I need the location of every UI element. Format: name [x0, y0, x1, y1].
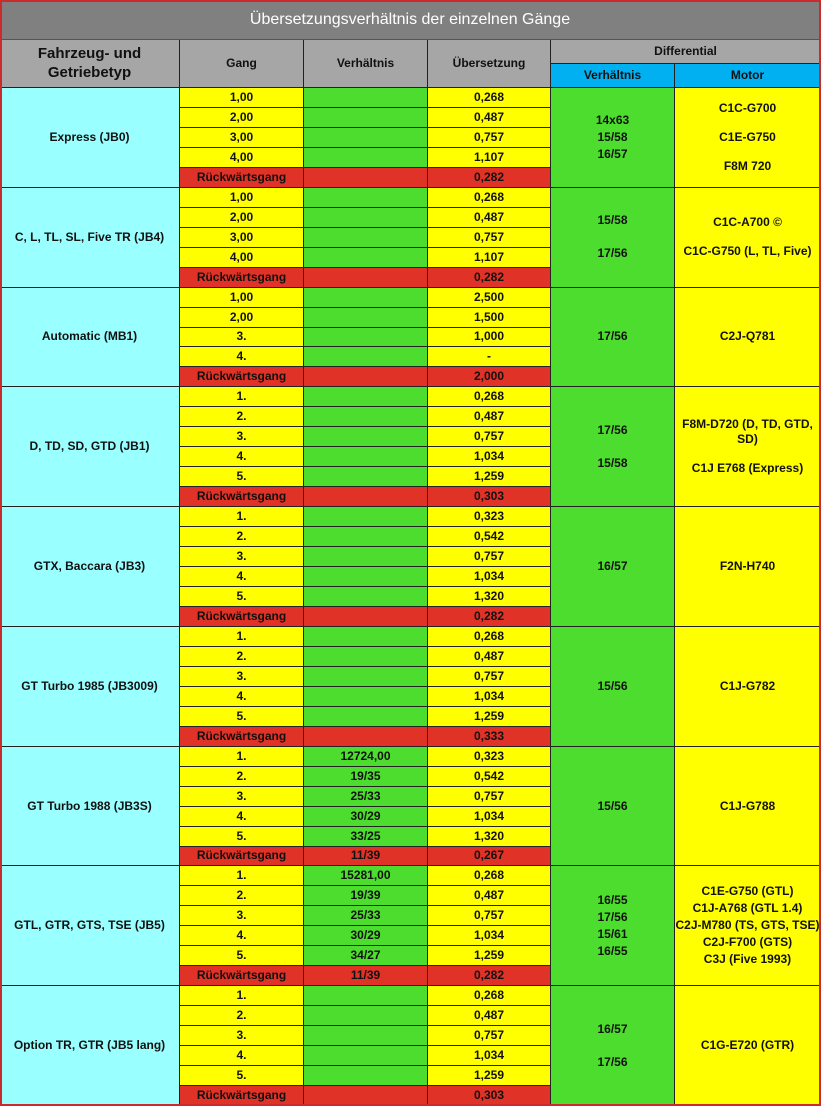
gear-cell: 1.	[180, 866, 304, 886]
gear-cell: 2.	[180, 767, 304, 787]
differential-ratio-value: 15/56	[597, 798, 628, 813]
ratio-cell	[304, 1046, 428, 1066]
translation-cell: 1,034	[428, 687, 551, 707]
gear-cell: Rückwärtsgang	[180, 607, 304, 627]
ratio-cell	[304, 328, 428, 348]
ratio-cell	[304, 128, 428, 148]
gear-cell: 3.	[180, 328, 304, 348]
ratio-cell	[304, 527, 428, 547]
ratio-cell	[304, 387, 428, 407]
motor-value: C1J E768 (Express)	[691, 461, 804, 476]
differential-ratio-value: 17/56	[597, 246, 628, 261]
ratio-cell	[304, 407, 428, 427]
gear-cell: 3.	[180, 906, 304, 926]
motor-cell	[675, 387, 821, 507]
differential-ratio-value: 16/57	[597, 1021, 628, 1036]
translation-cell: 0,757	[428, 128, 551, 148]
gear-cell: 2,00	[180, 108, 304, 128]
gear-cell: 4.	[180, 347, 304, 367]
gear-cell: 1,00	[180, 288, 304, 308]
ratio-cell: 30/29	[304, 926, 428, 946]
translation-cell: 2,500	[428, 288, 551, 308]
differential-ratio-value: 16/57	[597, 559, 628, 574]
translation-cell: 1,259	[428, 707, 551, 727]
motor-value: C1C-G700	[718, 100, 777, 115]
ratio-cell	[304, 88, 428, 108]
vehicle-cell: GTL, GTR, GTS, TSE (JB5)	[0, 866, 180, 986]
header-diff-verhaeltnis: Verhältnis	[551, 64, 675, 88]
vehicle-cell: GTX, Baccara (JB3)	[0, 507, 180, 627]
motor-value: C1J-A768 (GTL 1.4)	[692, 901, 803, 916]
translation-cell: 1,107	[428, 248, 551, 268]
ratio-cell	[304, 1006, 428, 1026]
translation-cell: 1,259	[428, 467, 551, 487]
translation-cell: 1,034	[428, 1046, 551, 1066]
ratio-cell	[304, 547, 428, 567]
ratio-cell	[304, 447, 428, 467]
gear-cell: Rückwärtsgang	[180, 966, 304, 986]
motor-cell	[675, 188, 821, 288]
gear-cell: 2,00	[180, 208, 304, 228]
ratio-cell	[304, 228, 428, 248]
translation-cell: 0,542	[428, 527, 551, 547]
translation-cell: 0,282	[428, 966, 551, 986]
ratio-cell	[304, 1026, 428, 1046]
differential-ratio-value: 15/58	[597, 455, 628, 470]
differential-ratio-cell	[551, 986, 675, 1106]
translation-cell: 1,320	[428, 587, 551, 607]
gear-cell: 2.	[180, 647, 304, 667]
translation-cell: 0,487	[428, 407, 551, 427]
translation-cell: 0,487	[428, 1006, 551, 1026]
gear-cell: 2.	[180, 1006, 304, 1026]
differential-ratio-value: 17/56	[597, 1054, 628, 1069]
translation-cell: 1,320	[428, 827, 551, 847]
motor-value: C1C-G750 (L, TL, Five)	[683, 244, 812, 259]
translation-cell: 0,268	[428, 88, 551, 108]
differential-ratio-cell	[551, 387, 675, 507]
motor-value: C1J-G788	[719, 798, 776, 813]
vehicle-cell: D, TD, SD, GTD (JB1)	[0, 387, 180, 507]
ratio-cell	[304, 567, 428, 587]
translation-cell: 0,487	[428, 208, 551, 228]
ratio-cell	[304, 587, 428, 607]
gear-cell: Rückwärtsgang	[180, 1086, 304, 1106]
gear-cell: 2.	[180, 886, 304, 906]
vehicle-cell: Option TR, GTR (JB5 lang)	[0, 986, 180, 1106]
ratio-cell	[304, 507, 428, 527]
translation-cell: 2,000	[428, 367, 551, 387]
ratio-cell	[304, 367, 428, 387]
motor-cell	[675, 507, 821, 627]
translation-cell: 0,757	[428, 787, 551, 807]
vehicle-cell: C, L, TL, SL, Five TR (JB4)	[0, 188, 180, 288]
header-verhaeltnis: Verhältnis	[304, 40, 428, 88]
ratio-cell	[304, 308, 428, 328]
vehicle-cell: Express (JB0)	[0, 88, 180, 188]
differential-ratio-value: 15/61	[597, 926, 628, 941]
motor-value: F8M 720	[723, 158, 772, 173]
gear-cell: Rückwärtsgang	[180, 487, 304, 507]
gear-cell: 4.	[180, 1046, 304, 1066]
translation-cell: 1,500	[428, 308, 551, 328]
gear-cell: 5.	[180, 1066, 304, 1086]
ratio-cell	[304, 1086, 428, 1106]
differential-ratio-value: 16/57	[597, 146, 628, 161]
translation-cell: 0,757	[428, 228, 551, 248]
differential-ratio-cell	[551, 866, 675, 986]
translation-cell: -	[428, 347, 551, 367]
ratio-cell	[304, 647, 428, 667]
header-gang: Gang	[180, 40, 304, 88]
ratio-cell: 19/35	[304, 767, 428, 787]
translation-cell: 1,034	[428, 807, 551, 827]
translation-cell: 0,303	[428, 487, 551, 507]
translation-cell: 0,487	[428, 108, 551, 128]
translation-cell: 1,107	[428, 148, 551, 168]
gear-cell: 1.	[180, 627, 304, 647]
ratio-cell: 33/25	[304, 827, 428, 847]
gear-cell: 1.	[180, 507, 304, 527]
translation-cell: 0,268	[428, 387, 551, 407]
motor-value: C1G-E720 (GTR)	[700, 1038, 795, 1053]
gear-cell: 4,00	[180, 248, 304, 268]
translation-cell: 0,268	[428, 627, 551, 647]
gear-cell: 3,00	[180, 228, 304, 248]
header-vehicle: Fahrzeug- und Getriebetyp	[0, 40, 180, 88]
differential-ratio-value: 15/58	[597, 129, 628, 144]
ratio-cell: 34/27	[304, 946, 428, 966]
motor-value: C1J-G782	[719, 678, 776, 693]
gear-cell: 3,00	[180, 128, 304, 148]
differential-ratio-value: 16/55	[597, 892, 628, 907]
ratio-cell	[304, 467, 428, 487]
motor-value: C2J-M780 (TS, GTS, TSE)	[675, 918, 820, 933]
motor-value: C1E-G750	[719, 129, 776, 144]
gear-cell: 3.	[180, 667, 304, 687]
ratio-cell	[304, 208, 428, 228]
translation-cell: 0,323	[428, 507, 551, 527]
motor-value: F8M-D720 (D, TD, GTD, SD)	[682, 417, 813, 447]
ratio-cell: 11/39	[304, 847, 428, 867]
gear-cell: 4.	[180, 807, 304, 827]
differential-ratio-cell	[551, 288, 675, 388]
gear-cell: 4.	[180, 567, 304, 587]
translation-cell: 1,000	[428, 328, 551, 348]
differential-ratio-cell	[551, 88, 675, 188]
ratio-cell	[304, 487, 428, 507]
translation-cell: 0,268	[428, 986, 551, 1006]
differential-ratio-value: 15/58	[597, 213, 628, 228]
vehicle-cell: GT Turbo 1985 (JB3009)	[0, 627, 180, 747]
motor-cell	[675, 866, 821, 986]
translation-cell: 0,757	[428, 1026, 551, 1046]
motor-cell	[675, 986, 821, 1106]
gear-cell: 3.	[180, 787, 304, 807]
gear-cell: 5.	[180, 587, 304, 607]
gear-cell: 2.	[180, 407, 304, 427]
motor-value: C2J-F700 (GTS)	[702, 935, 793, 950]
ratio-cell	[304, 727, 428, 747]
translation-cell: 0,757	[428, 427, 551, 447]
motor-cell	[675, 288, 821, 388]
translation-cell: 0,323	[428, 747, 551, 767]
gear-cell: Rückwärtsgang	[180, 727, 304, 747]
gear-cell: 2.	[180, 527, 304, 547]
gear-cell: 1.	[180, 986, 304, 1006]
gear-cell: 3.	[180, 547, 304, 567]
ratio-cell	[304, 667, 428, 687]
ratio-cell: 11/39	[304, 966, 428, 986]
translation-cell: 0,757	[428, 547, 551, 567]
differential-ratio-value: 17/56	[597, 422, 628, 437]
ratio-cell	[304, 627, 428, 647]
translation-cell: 0,487	[428, 886, 551, 906]
ratio-cell	[304, 687, 428, 707]
translation-cell: 0,268	[428, 188, 551, 208]
gear-cell: 1,00	[180, 88, 304, 108]
ratio-cell	[304, 1066, 428, 1086]
motor-value: C2J-Q781	[719, 329, 776, 344]
gear-cell: Rückwärtsgang	[180, 847, 304, 867]
ratio-cell: 30/29	[304, 807, 428, 827]
translation-cell: 0,542	[428, 767, 551, 787]
ratio-cell	[304, 148, 428, 168]
gear-cell: 5.	[180, 827, 304, 847]
translation-cell: 0,282	[428, 607, 551, 627]
gear-cell: Rückwärtsgang	[180, 168, 304, 188]
differential-ratio-value: 15/56	[597, 678, 628, 693]
translation-cell: 0,487	[428, 647, 551, 667]
differential-ratio-value: 14x63	[595, 112, 630, 127]
translation-cell: 0,757	[428, 906, 551, 926]
motor-cell	[675, 627, 821, 747]
ratio-cell	[304, 288, 428, 308]
gear-cell: 5.	[180, 467, 304, 487]
differential-ratio-cell	[551, 747, 675, 867]
ratio-cell	[304, 168, 428, 188]
gear-cell: 4.	[180, 447, 304, 467]
gear-cell: 5.	[180, 946, 304, 966]
translation-cell: 0,282	[428, 168, 551, 188]
ratio-cell	[304, 268, 428, 288]
motor-value: C1C-A700 ©	[713, 215, 782, 230]
motor-value: F2N-H740	[719, 559, 776, 574]
gear-cell: 3.	[180, 1026, 304, 1046]
gear-cell: 4.	[180, 687, 304, 707]
gear-cell: Rückwärtsgang	[180, 268, 304, 288]
ratio-cell: 25/33	[304, 787, 428, 807]
ratio-cell: 19/39	[304, 886, 428, 906]
header-uebersetzung: Übersetzung	[428, 40, 551, 88]
header-differential: Differential	[551, 40, 821, 64]
gear-cell: 1.	[180, 387, 304, 407]
translation-cell: 1,034	[428, 447, 551, 467]
gear-cell: 2,00	[180, 308, 304, 328]
header-motor: Motor	[675, 64, 821, 88]
motor-value: C1E-G750 (GTL)	[701, 884, 794, 899]
motor-cell	[675, 747, 821, 867]
differential-ratio-value: 17/56	[597, 909, 628, 924]
motor-cell	[675, 88, 821, 188]
translation-cell: 0,333	[428, 727, 551, 747]
translation-cell: 1,034	[428, 567, 551, 587]
translation-cell: 0,282	[428, 268, 551, 288]
translation-cell: 1,259	[428, 1066, 551, 1086]
differential-ratio-value: 16/55	[597, 943, 628, 958]
translation-cell: 0,267	[428, 847, 551, 867]
ratio-cell	[304, 108, 428, 128]
differential-ratio-cell	[551, 507, 675, 627]
ratio-cell: 15281,00	[304, 866, 428, 886]
vehicle-cell: GT Turbo 1988 (JB3S)	[0, 747, 180, 867]
differential-ratio-value: 17/56	[597, 329, 628, 344]
gear-cell: 5.	[180, 707, 304, 727]
differential-ratio-cell	[551, 188, 675, 288]
translation-cell: 1,034	[428, 926, 551, 946]
vehicle-cell: Automatic (MB1)	[0, 288, 180, 388]
gear-cell: 1,00	[180, 188, 304, 208]
ratio-cell	[304, 188, 428, 208]
translation-cell: 0,268	[428, 866, 551, 886]
ratio-cell	[304, 607, 428, 627]
motor-value: C3J (Five 1993)	[703, 952, 792, 967]
gear-cell: 4,00	[180, 148, 304, 168]
ratio-cell	[304, 248, 428, 268]
ratio-cell: 12724,00	[304, 747, 428, 767]
differential-ratio-cell	[551, 627, 675, 747]
table-title: Übersetzungsverhältnis der einzelnen Gänge	[0, 0, 821, 40]
ratio-cell	[304, 986, 428, 1006]
gear-cell: Rückwärtsgang	[180, 367, 304, 387]
ratio-cell	[304, 427, 428, 447]
gear-cell: 3.	[180, 427, 304, 447]
ratio-cell: 25/33	[304, 906, 428, 926]
translation-cell: 0,303	[428, 1086, 551, 1106]
ratio-cell	[304, 347, 428, 367]
translation-cell: 1,259	[428, 946, 551, 966]
gear-cell: 1.	[180, 747, 304, 767]
ratio-cell	[304, 707, 428, 727]
gear-cell: 4.	[180, 926, 304, 946]
translation-cell: 0,757	[428, 667, 551, 687]
